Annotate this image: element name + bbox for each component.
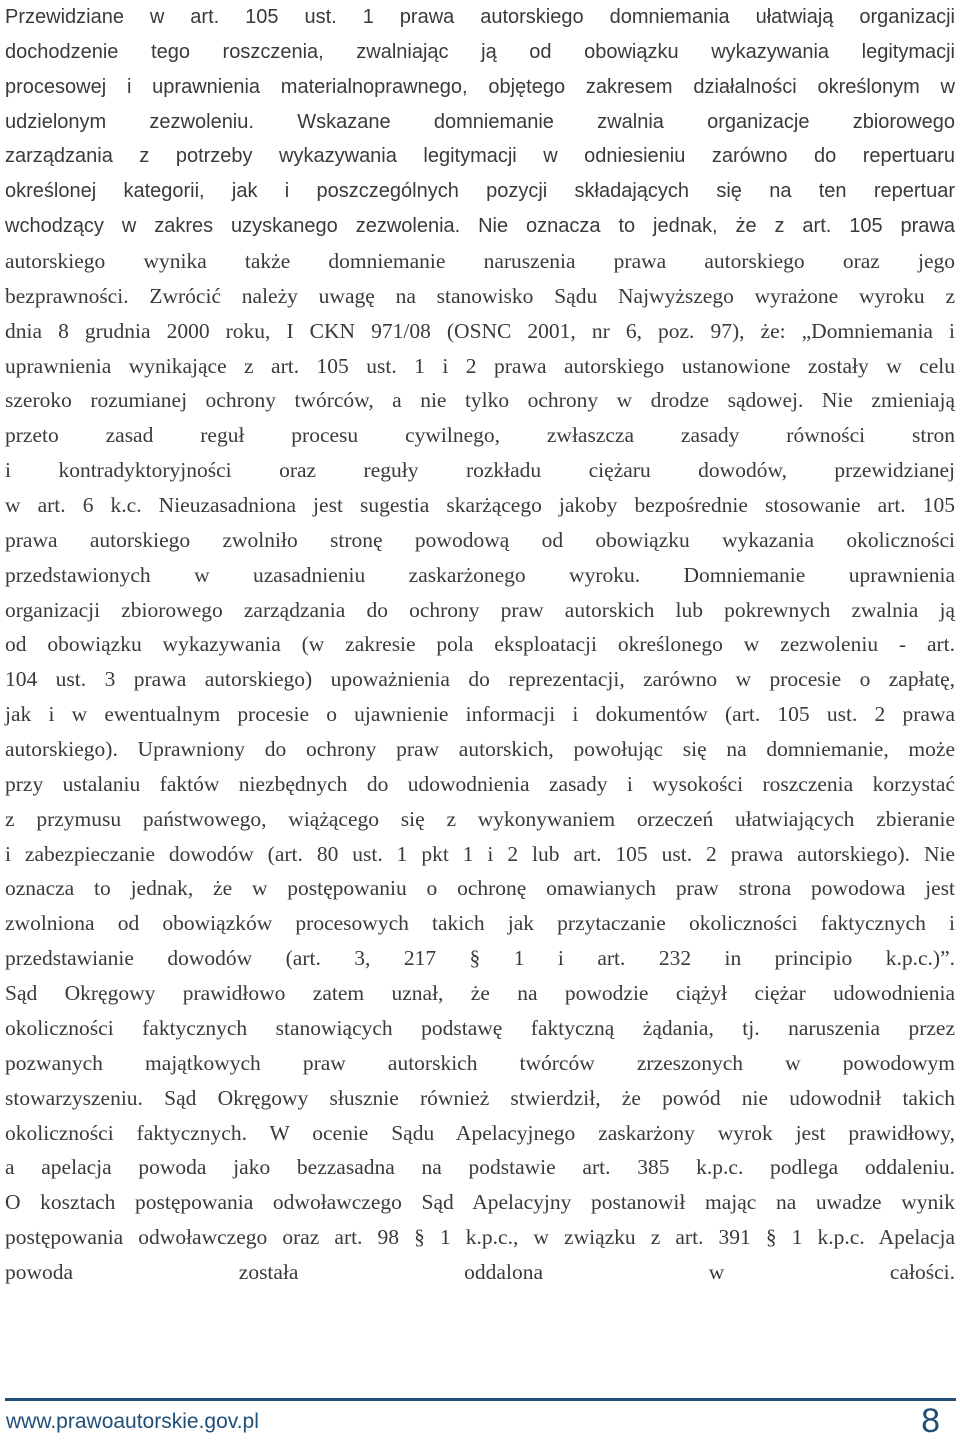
text-line: w art. 6 k.c. Nieuzasadniona jest sugestia skarżącego jakoby bezpośrednie stosowanie art. 105	[5, 493, 955, 518]
text-line: 104 ust. 3 prawa autorskiego) upoważnienia do reprezentacji, zarówno w procesie o zapłatę,	[5, 667, 955, 692]
text-line: przedstawianie dowodów (art. 3, 217 § 1 i art. 232 in principio k.p.c.)”.	[5, 946, 955, 971]
text-line: organizacji zbiorowego zarządzania do ochrony praw autorskich lub pokrewnych zwalnia ją	[5, 597, 955, 622]
text-line: i kontradyktoryjności oraz reguły rozkładu ciężaru dowodów, przewidzianej	[5, 458, 955, 483]
text-line: procesowej i uprawnienia materialnoprawnego, objętego zakresem działalności określonym w	[5, 75, 955, 98]
text-line: prawa autorskiego zwolniło stronę powodową od obowiązku wykazania okoliczności	[5, 527, 955, 552]
text-line: od obowiązku wykazywania (w zakresie pola eksploatacji określonego w zezwoleniu - art.	[5, 632, 955, 657]
text-line: dnia 8 grudnia 2000 roku, I CKN 971/08 (OSNC 2001, nr 6, poz. 97), że: „Domniemania i	[5, 318, 955, 343]
text-line: wchodzący w zakres uzyskanego zezwolenia. Nie oznacza to jednak, że z art. 105 prawa	[5, 215, 955, 238]
text-line: stowarzyszeniu. Sąd Okręgowy słusznie również stwierdził, że powód nie udowodnił takich	[5, 1085, 955, 1110]
text-line: przeto zasad reguł procesu cywilnego, zwłaszcza zasady równości stron	[5, 423, 955, 448]
page-number: 8	[921, 1402, 940, 1440]
text-line: autorskiego). Uprawniony do ochrony praw autorskich, powołując się na domniemanie, może	[5, 737, 955, 762]
text-line: przedstawionych w uzasadnieniu zaskarżonego wyroku. Domniemanie uprawnienia	[5, 562, 955, 587]
text-line: zwolniona od obowiązków procesowych takich jak przytaczanie okoliczności faktycznych i	[5, 911, 955, 936]
footer-website-link[interactable]: www.prawoautorskie.gov.pl	[6, 1410, 259, 1433]
text-line: określonej kategorii, jak i poszczególnych pozycji składających się na ten repertuar	[5, 180, 955, 203]
text-line: szeroko rozumianej ochrony twórców, a nie tylko ochrony w drodze sądowej. Nie zmieniają	[5, 388, 955, 413]
text-line: autorskiego wynika także domniemanie naruszenia prawa autorskiego oraz jego	[5, 249, 955, 274]
text-line: i zabezpieczanie dowodów (art. 80 ust. 1 pkt 1 i 2 lub art. 105 ust. 2 prawa autorskiego). Nie	[5, 841, 955, 866]
text-line: z przymusu państwowego, wiążącego się z wykonywaniem orzeczeń ułatwiających zbieranie	[5, 806, 955, 831]
text-line: dochodzenie tego roszczenia, zwalniając ją od obowiązku wykazywania legitymacji	[5, 40, 955, 63]
text-line: zarządzania z potrzeby wykazywania legitymacji w odniesieniu zarówno do repertuaru	[5, 145, 955, 168]
text-line: okoliczności faktycznych stanowiących podstawę faktyczną żądania, tj. naruszenia przez	[5, 1015, 955, 1040]
text-line: Przewidziane w art. 105 ust. 1 prawa autorskiego domniemania ułatwiają organizacji	[5, 6, 955, 28]
text-line: przy ustalaniu faktów niezbędnych do udowodnienia zasady i wysokości roszczenia korzystać	[5, 771, 955, 796]
text-line: oznacza to jednak, że w postępowaniu o ochronę omawianych praw strona powodowa jest	[5, 876, 955, 901]
text-line: pozwanych majątkowych praw autorskich twórców zrzeszonych w powodowym	[5, 1050, 955, 1075]
text-line: bezprawności. Zwrócić należy uwagę na stanowisko Sądu Najwyższego wyrażone wyroku z	[5, 283, 955, 308]
text-line: udzielonym zezwoleniu. Wskazane domniemanie zwalnia organizacje zbiorowego	[5, 110, 955, 133]
text-line: okoliczności faktycznych. W ocenie Sądu Apelacyjnego zaskarżony wyrok jest prawidłowy,	[5, 1120, 955, 1145]
text-line: uprawnienia wynikające z art. 105 ust. 1 i 2 prawa autorskiego ustanowione zostały w celu	[5, 353, 955, 378]
text-line: a apelacja powoda jako bezzasadna na podstawie art. 385 k.p.c. podlega oddaleniu.	[5, 1155, 955, 1180]
document-body	[5, 0, 955, 1290]
text-line: Sąd Okręgowy prawidłowo zatem uznał, że na powodzie ciążył ciężar udowodnienia	[5, 981, 955, 1006]
text-line: O kosztach postępowania odwoławczego Sąd Apelacyjny postanowił mając na uwadze wynik	[5, 1190, 955, 1215]
footer-divider	[5, 1398, 956, 1401]
text-line: jak i w ewentualnym procesie o ujawnienie informacji i dokumentów (art. 105 ust. 2 prawa	[5, 702, 955, 727]
text-line: powoda została oddalona w całości.	[5, 1259, 955, 1284]
text-line: postępowania odwoławczego oraz art. 98 § 1 k.p.c., w związku z art. 391 § 1 k.p.c. Apelacja	[5, 1225, 955, 1250]
